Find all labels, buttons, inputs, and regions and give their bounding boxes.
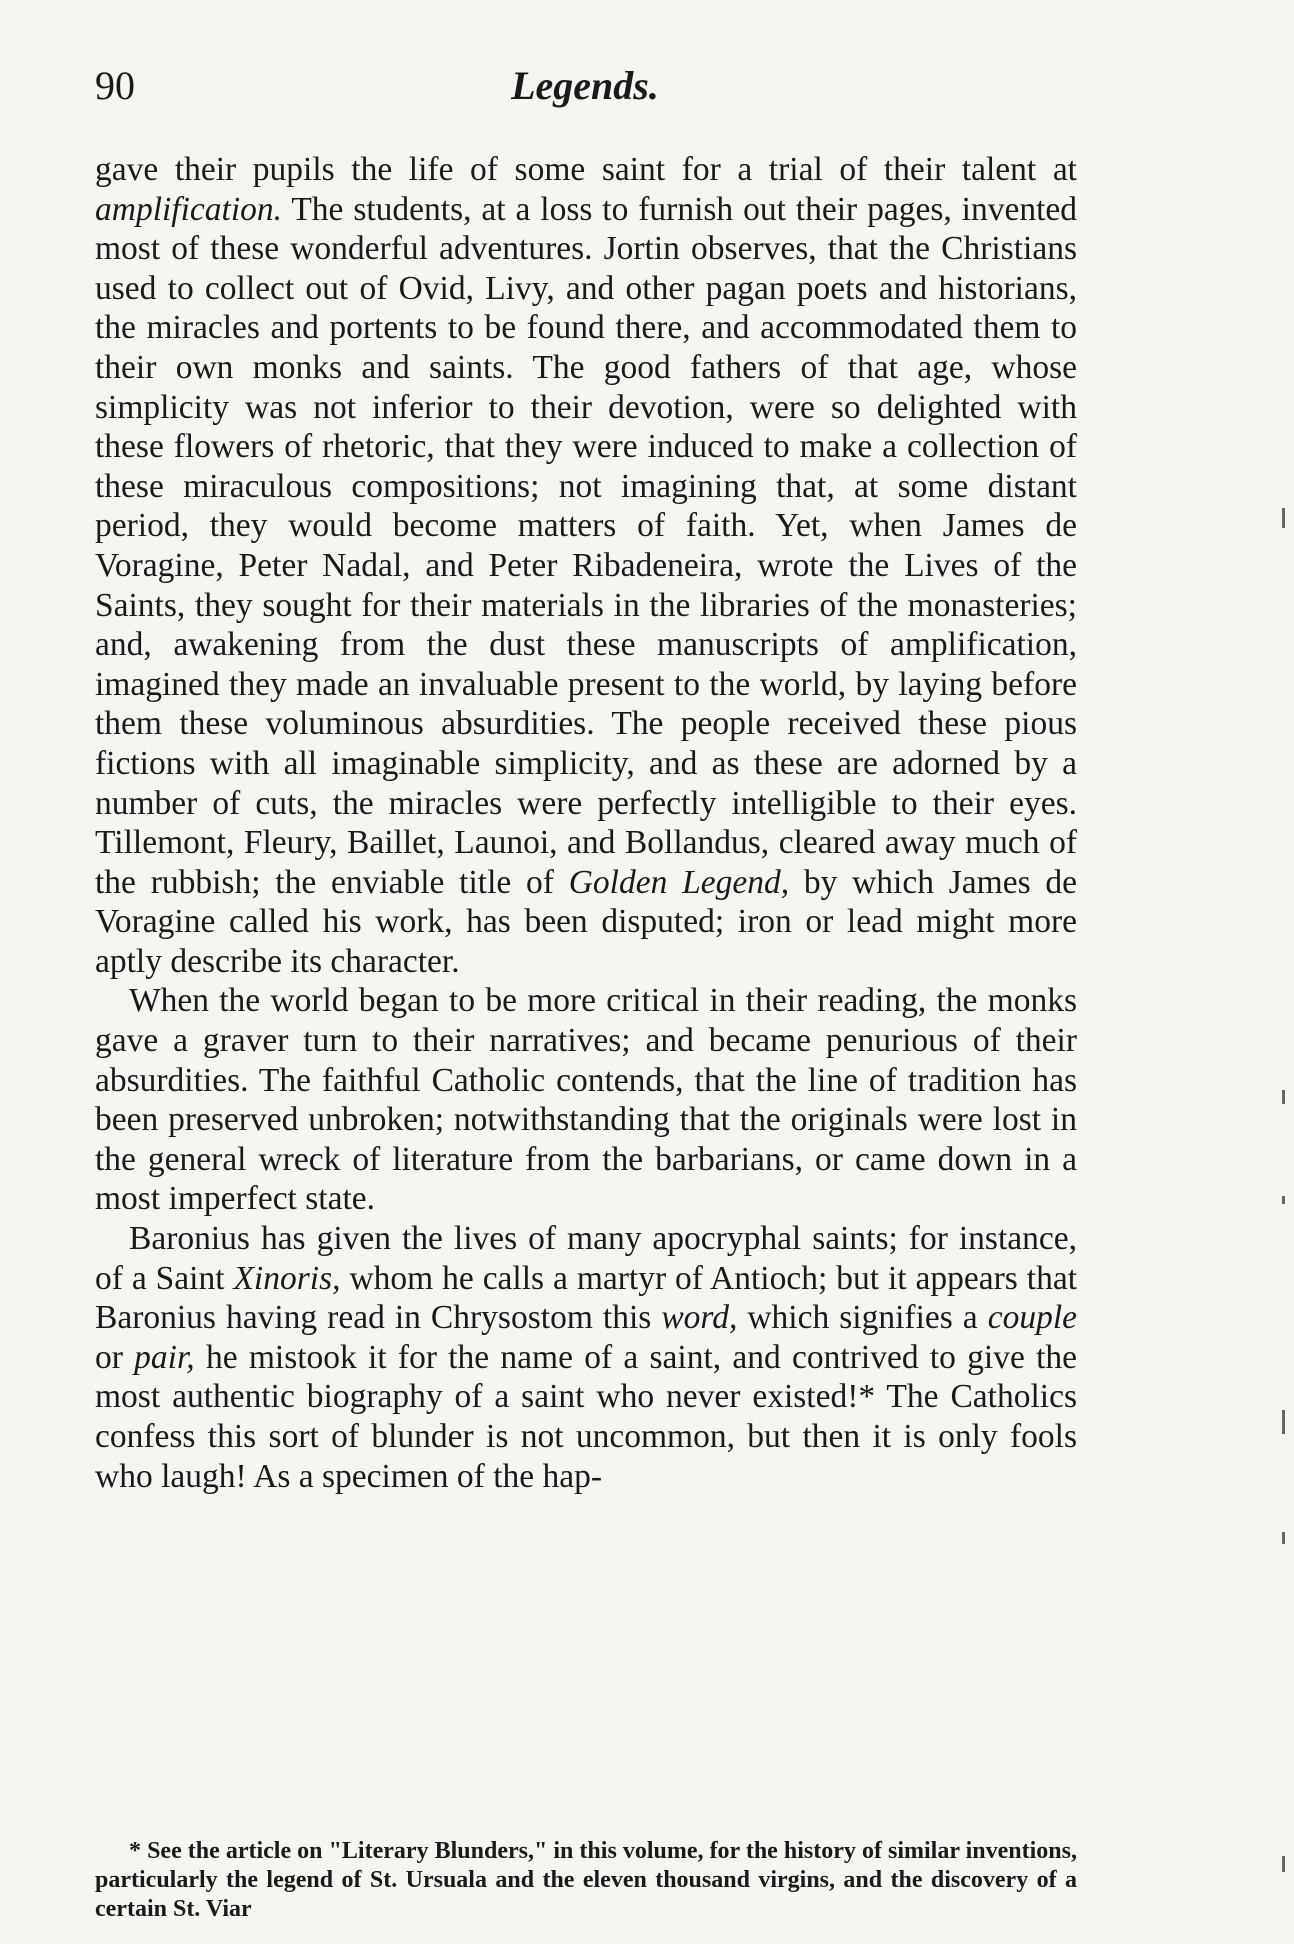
- paragraph-1-text: gave their pupils the life of some saint for a trial of their talent at: [95, 151, 1077, 188]
- paragraph-1-text: by which James de Voragine called his work, has been disputed; iron or lead might more aptly describe its character.: [95, 863, 1077, 980]
- margin-speck: [1282, 1196, 1285, 1204]
- body-text: [95, 150, 1077, 1496]
- paragraph-3-text: he mistook it for the name of a saint, and contrived to give the most authentic biography of a saint who never existed!* The Catholics confess this sort of blunder is not uncommon, but then it is only fools who laugh! As a specimen of the hap-: [95, 1338, 1078, 1495]
- paragraph-3-text: or: [95, 1338, 135, 1376]
- margin-speck: [1282, 508, 1285, 528]
- page-number: 90: [95, 63, 135, 108]
- footnote: * See the article on "Literary Blunders," in this volume, for the history of similar inventions, particularly the legend of St. Ursuala and the eleven thousand virgins, and the discovery of a certain St. Viar: [95, 1838, 1077, 1922]
- margin-speck: [1282, 1410, 1285, 1434]
- italic-couple: couple: [987, 1299, 1077, 1337]
- italic-amplification: amplification.: [95, 190, 283, 228]
- italic-golden-legend: Golden Legend,: [568, 863, 790, 901]
- paragraph-3-text: Baronius has given the lives of many apocryphal saints; for instance, of a Saint: [95, 1220, 1077, 1297]
- italic-pair: pair,: [134, 1338, 195, 1376]
- paragraph-3: [95, 1219, 1077, 1496]
- running-title: Legends.: [511, 63, 659, 108]
- margin-speck: [1282, 1090, 1285, 1104]
- paragraph-3-text: which signifies a: [737, 1299, 988, 1337]
- paragraph-2: When the world began to be more critical in their reading, the monks gave a graver turn to their narratives; and became penurious of their absurdities. The faithful Catholic contends, that the line of tradition has been preserved unbroken; notwithstanding that the originals were lost in the general wreck of literature from the barbarians, or came down in a most imperfect state.: [95, 982, 1077, 1218]
- paragraph-3-text: whom he calls a martyr of Antioch; but it appears that Baronius having read in Chrysostom this: [95, 1259, 1078, 1337]
- italic-xinoris: Xinoris,: [233, 1259, 341, 1297]
- italic-word: word,: [661, 1299, 738, 1337]
- page-header: [95, 62, 1075, 122]
- paragraph-1-text: The students, at a loss to furnish out their pages, invented most of these wonderful adventures. Jortin observes, that the Christians used to collect out of Ovid, Livy, and other pagan poets and historians, the miracles and portents to be found there, and accommodated them to their own monks and saints. The good fathers of that age, whose simplicity was not inferior to their devotion, were so delighted with these flowers of rhetoric, that they were induced to make a collection of these miraculous compositions; not imagining that, at some distant period, they would become matters of faith. Yet, when James de Voragine, Peter Nadal, and Peter Ribadeneira, wrote the Lives of the Saints, they sought for their materials in the libraries of the monasteries; and, awakening from the dust these manuscripts of amplification, imagined they made an invaluable present to the world, by laying before them these voluminous absurdities. The people received these pious fictions with all imaginable simplicity, and as these are adorned by a number of cuts, the miracles were perfectly intelligible to their eyes. Tillemont, Fleury, Baillet, Launoi, and Bollandus, cleared away much of the rubbish; the enviable title of: [95, 190, 1077, 901]
- margin-speck: [1282, 1856, 1285, 1872]
- margin-speck: [1282, 1532, 1285, 1544]
- paragraph-1: [95, 150, 1077, 981]
